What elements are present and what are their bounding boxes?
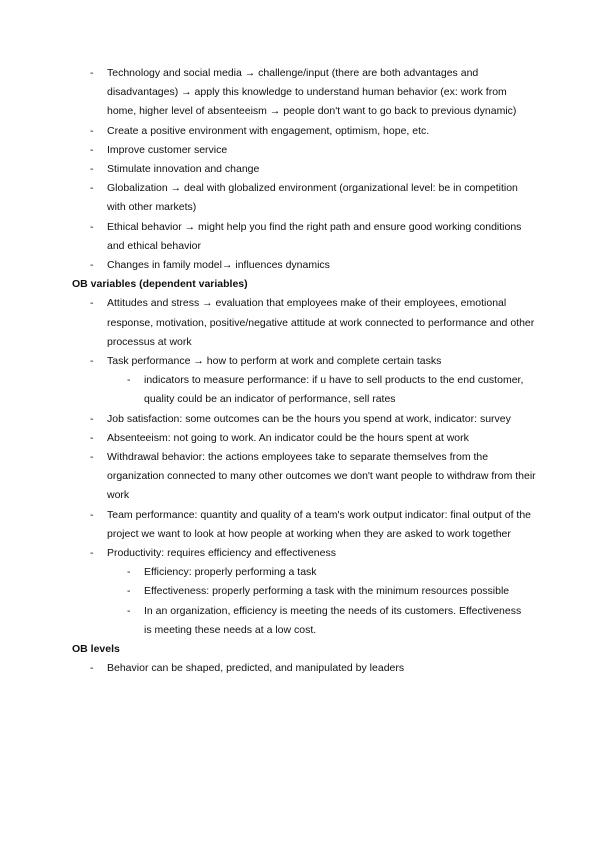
section-heading-ob-levels: OB levels — [72, 643, 120, 656]
list-item — [90, 544, 537, 563]
bullet-dash: - — [90, 182, 94, 195]
list-item — [90, 659, 537, 678]
sub-list-item — [127, 371, 529, 409]
bullet-dash: - — [90, 163, 94, 176]
bullet-dash: - — [90, 259, 94, 272]
bullet-dash: - — [90, 662, 94, 675]
bullet-dash: - — [90, 124, 94, 137]
document-page — [0, 64, 600, 679]
list-item — [90, 218, 537, 256]
bullet-dash: - — [90, 143, 94, 156]
list-item — [90, 64, 537, 122]
item-text: Attitudes and stress → evaluation that employees make of their employees, emotional response, motivation, positive/negative attitude at work connected to performance and other processus at work — [107, 297, 535, 348]
list-item — [90, 160, 537, 179]
list-item — [90, 256, 537, 275]
bullet-dash: - — [90, 451, 94, 464]
list-item — [90, 352, 537, 371]
item-text: Changes in family model→ influences dynamics — [107, 259, 330, 272]
item-text: Efficiency: properly performing a task — [144, 566, 317, 579]
item-text: Globalization → deal with globalized environment (organizational level: be in competition with other markets) — [107, 182, 518, 214]
item-text: Team performance: quantity and quality of a team's work output indicator: final output of the project we want to look at how people at working when they are asked to work together — [107, 508, 531, 540]
bullet-dash: - — [127, 566, 131, 579]
item-text: Stimulate innovation and change — [107, 163, 260, 176]
bullet-dash: - — [90, 412, 94, 425]
bullet-dash: - — [127, 585, 131, 598]
item-text: Absenteeism: not going to work. An indicator could be the hours spent at work — [107, 431, 469, 444]
bullet-dash: - — [90, 67, 94, 79]
list-item — [90, 122, 537, 141]
item-text: Create a positive environment with engagement, optimism, hope, etc. — [107, 124, 430, 137]
list-item — [90, 410, 537, 429]
item-text: Productivity: requires efficiency and effectiveness — [107, 547, 336, 560]
bullet-dash: - — [90, 297, 94, 310]
item-text: Behavior can be shaped, predicted, and manipulated by leaders — [107, 662, 405, 675]
item-text: Withdrawal behavior: the actions employees take to separate themselves from the organization connected to many other outcomes we don't want people to withdraw from their work — [107, 451, 536, 502]
item-text: Ethical behavior → might help you find the right path and ensure good working conditions and ethical behavior — [107, 220, 522, 252]
list-item — [90, 294, 537, 352]
list-item — [90, 506, 537, 544]
bullet-dash: - — [90, 220, 94, 233]
bullet-dash: - — [90, 355, 94, 368]
section-heading-ob-variables: OB variables (dependent variables) — [72, 278, 248, 291]
item-text: Technology and social media → challenge/input (there are both advantages and disadvantages) → apply this knowledge to understand human behavior (ex: work from home, higher level of absenteeism → people don't want to go back to previous dynamic) — [107, 67, 517, 118]
item-text: indicators to measure performance: if u have to sell products to the end customer, quality could be an indicator of performance, sell rates — [144, 374, 524, 406]
list-item — [90, 448, 537, 506]
item-text: Job satisfaction: some outcomes can be the hours you spend at work, indicator: survey — [107, 412, 511, 425]
bullet-dash: - — [90, 547, 94, 560]
item-text: Task performance → how to perform at work and complete certain tasks — [107, 355, 442, 368]
item-text: In an organization, efficiency is meeting the needs of its customers. Effectiveness is meeting these needs at a low cost. — [144, 604, 522, 636]
sub-list-item — [127, 582, 529, 601]
list-item — [90, 141, 537, 160]
item-text: Effectiveness: properly performing a task with the minimum resources possible — [144, 585, 510, 598]
item-text: Improve customer service — [107, 143, 228, 156]
bullet-dash: - — [90, 508, 94, 521]
bullet-dash: - — [127, 374, 131, 387]
sub-list-item — [127, 602, 529, 640]
list-item — [90, 429, 537, 448]
bullet-dash: - — [90, 431, 94, 444]
sub-list-item — [127, 563, 529, 582]
list-item — [90, 179, 537, 217]
bullet-dash: - — [127, 604, 131, 617]
